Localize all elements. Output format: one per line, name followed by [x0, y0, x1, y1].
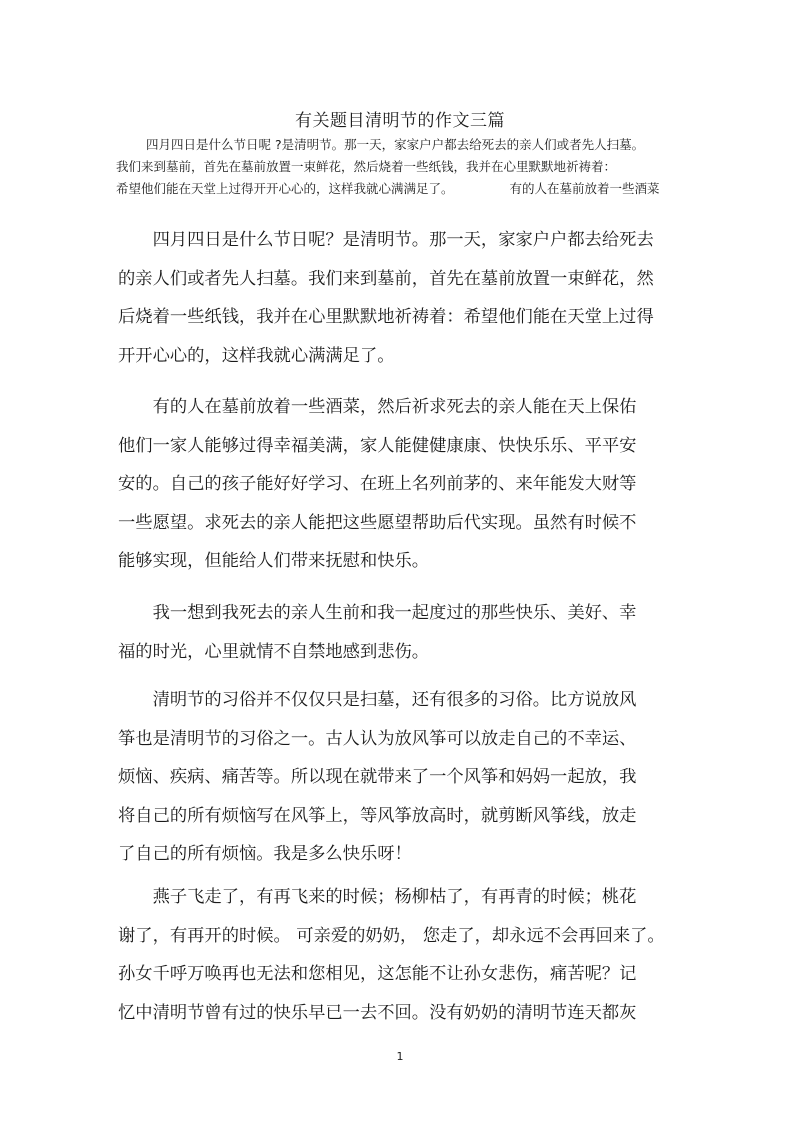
page-number: 1 [396, 1050, 404, 1063]
paragraph-2 [118, 388, 684, 581]
paragraph-line: 将自己的所有烦恼写在风筝上，等风筝放高时，就剪断风筝线，放走 [118, 805, 637, 826]
summary-block [116, 134, 676, 200]
paragraph-line: 一些愿望。求死去的亲人能把这些愿望帮助后代实现。虽然有时候不 [118, 512, 637, 533]
paragraph-line: 筝也是清明节的习俗之一。古人认为放风筝可以放走自己的不幸运、 [118, 728, 637, 749]
paragraph-line: 清明节的习俗并不仅仅只是扫墓，还有很多的习俗。比方说放风 [118, 690, 637, 710]
summary-line-2: 我们来到墓前，首先在墓前放置一束鲜花，然后烧着一些纸钱，我并在心里默默地祈祷着： [116, 159, 617, 174]
paragraph-line: 四月四日是什么节日呢？是清明节。那一天，家家户户都去给死去 [118, 230, 654, 250]
paragraph-line: 燕子飞走了，有再飞来的时候；杨柳枯了，有再青的时候；桃花 [118, 887, 637, 907]
paragraph-line: 谢了，有再开的时候。 可亲爱的奶奶， 您走了，却永远不会再回来了。 [118, 925, 665, 946]
summary-line-3 [116, 178, 676, 200]
paragraph-line: 他们一家人能够过得幸福美满，家人能健健康康、快快乐乐、平平安 [118, 435, 637, 456]
paragraph-line: 孙女千呼万唤再也无法和您相见，这怎能不让孙女悲伤，痛苦呢？记 [118, 964, 637, 985]
paragraph-line: 能够实现，但能给人们带来抚慰和快乐。 [118, 551, 430, 572]
paragraph-line: 开开心心的，这样我就心满满足了。 [118, 345, 395, 366]
paragraph-line: 安的。自己的孩子能好好学习、在班上名列前茅的、来年能发大财等 [118, 474, 637, 495]
paragraph-line: 有的人在墓前放着一些酒菜，然后祈求死去的亲人能在天上保佑 [118, 397, 637, 417]
summary-line-1: 四月四日是什么节日呢 ?是清明节。那一天，家家户户都去给死去的亲人们或者先人扫墓。 [146, 137, 645, 152]
paragraph-line: 的亲人们或者先人扫墓。我们来到墓前，首先在墓前放置一束鲜花，然 [118, 268, 654, 289]
paragraph-line: 福的时光，心里就情不自禁地感到悲伤。 [118, 641, 430, 662]
summary-line-3b: 有的人在墓前放着一些酒菜 [509, 181, 660, 196]
paragraph-line: 了自己的所有烦恼。我是多么快乐呀！ [118, 844, 412, 865]
paragraph-line: 后烧着一些纸钱，我并在心里默默地祈祷着：希望他们能在天堂上过得 [118, 307, 654, 328]
paragraph-line: 忆中清明节曾有过的快乐早已一去不回。没有奶奶的清明节连天都灰 [118, 1002, 637, 1023]
paragraph-3 [118, 594, 684, 671]
paragraph-line: 烦恼、疾病、痛苦等。所以现在就带来了一个风筝和妈妈一起放，我 [118, 767, 637, 788]
paragraph-4 [118, 681, 684, 874]
summary-line-3a: 希望他们能在天堂上过得开开心心的，这样我就心满满足了。 [116, 181, 454, 196]
paragraph-line: 我一想到我死去的亲人生前和我一起度过的那些快乐、美好、幸 [118, 603, 637, 623]
paragraph-5 [118, 878, 684, 1032]
document-title: 有关题目清明节的作文三篇 [295, 111, 505, 131]
paragraph-1 [118, 221, 684, 375]
